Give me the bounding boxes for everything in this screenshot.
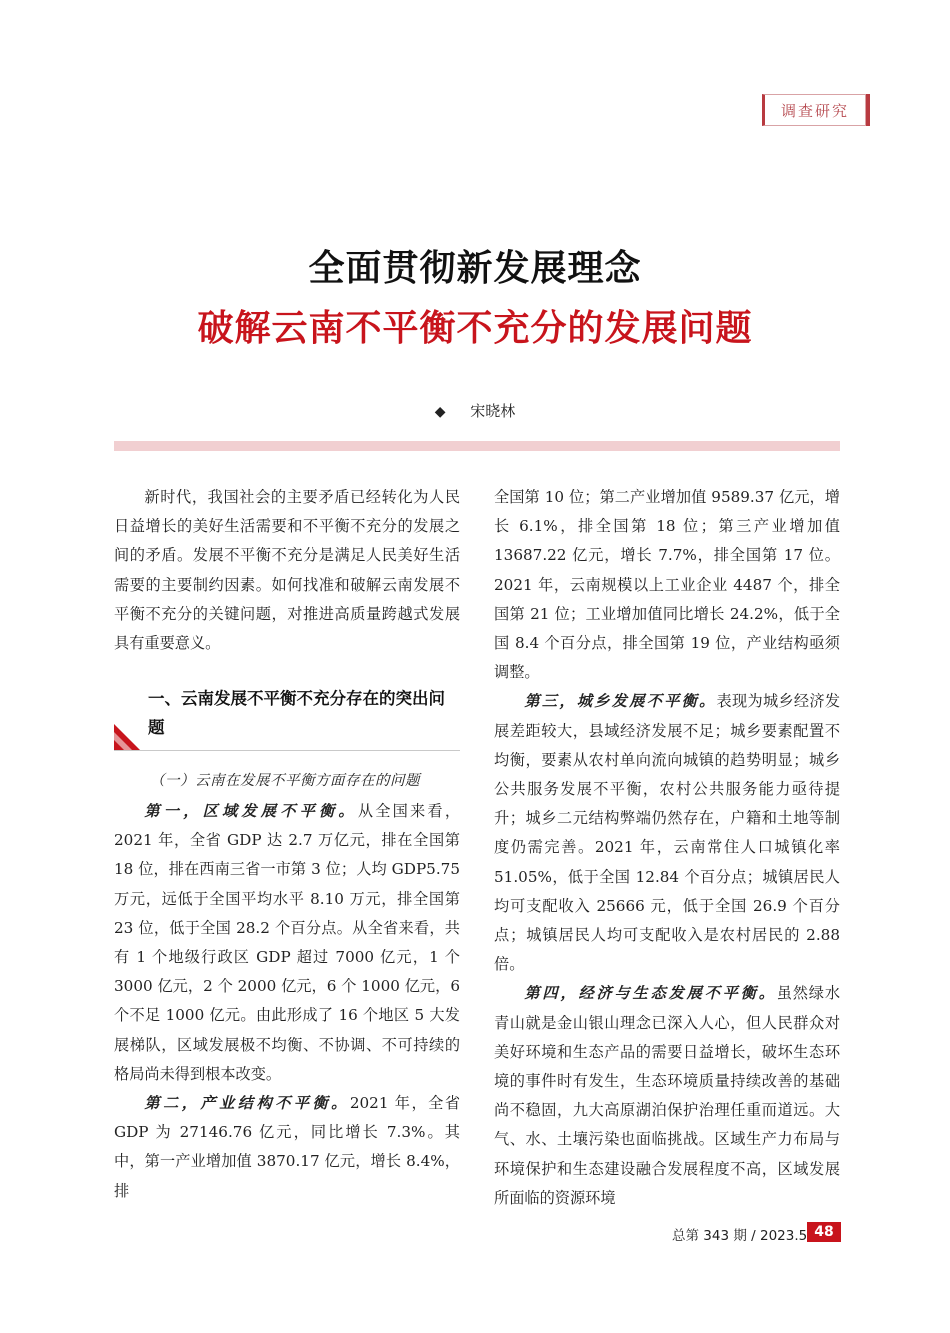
paragraph-regional: [114, 797, 460, 1089]
paragraph-ecology: [494, 979, 840, 1213]
author-name: 宋晓林: [470, 402, 516, 420]
byline: [0, 400, 950, 421]
section-tag-label: 调查研究: [780, 101, 849, 120]
corner-triangle-icon: [114, 724, 140, 750]
left-column-body: [114, 797, 460, 1206]
paragraph-lead: 第三，城乡发展不平衡。: [524, 692, 717, 711]
section-tag-bar: [866, 94, 870, 126]
article-title-line2: 破解云南不平衡不充分的发展问题: [197, 308, 753, 349]
right-column: [494, 483, 840, 1213]
section-heading-text: 一、云南发展不平衡不充分存在的突出问题: [148, 689, 445, 737]
issue-info: 总第 343 期 / 2023.5: [672, 1228, 808, 1244]
paragraph-industry: [114, 1089, 460, 1206]
paragraph-body: 从全国来看，2021 年，全省 GDP 达 2.7 万亿元，排在全国第 18 位，排在西南三省一市第 3 位；人均 GDP5.75 万元，远低于全国平均水平 8.10 万元，排全国第 23 位，低于全国 28.2 个百分点。从全省来看，共有 1 个地级行政区 GDP 超过 7000 亿元，1 个 3000 亿元，2 个 2000 亿元，6 个 1000 亿元，6 个不足 1000 亿元。由此形成了 16 个地区 5 大发展梯队，区域发展极不均衡、不协调、不可持续的格局尚未得到根本改变。: [114, 802, 461, 1083]
paragraph-body: 虽然绿水青山就是金山银山理念已深入人心，但人民群众对美好环境和生态产品的需要日益增长，破坏生态环境的事件时有发生，生态环境质量持续改善的基础尚不稳固，九大高原湖泊保护治理任重而道远。大气、水、土壤污染也面临挑战。区域生产力布局与环境保护和生态建设融合发展程度不高，区域发展所面临的资源环境: [494, 984, 841, 1207]
title-divider: [114, 441, 840, 451]
paragraph-body: 表现为城乡经济发展差距较大，县域经济发展不足；城乡要素配置不均衡，要素从农村单向流向城镇的趋势明显；城乡公共服务发展不平衡，农村公共服务能力亟待提升；城乡二元结构弊端仍然存在，户籍和土地等制度仍需完善。2021 年，云南常住人口城镇化率 51.05%，低于全国 12.84 个百分点；城镇居民人均可支配收入 25666 元，低于全国 26.9 个百分点；城镇居民人均可支配收入是农村居民的 2.88 倍。: [494, 692, 841, 974]
section-tag: [762, 94, 866, 126]
paragraph-urban-rural: [494, 687, 840, 979]
paragraph-lead: 第二，产业结构不平衡。: [144, 1094, 350, 1113]
subheading: （一）云南在发展不平衡方面存在的问题: [150, 773, 420, 789]
paragraph-lead: 第一，区域发展不平衡。: [144, 802, 358, 820]
paragraph-lead: 第四，经济与生态发展不平衡。: [524, 984, 777, 1003]
diamond-icon: ◆: [434, 404, 446, 420]
left-column-top: [114, 483, 460, 658]
intro-paragraph: 新时代，我国社会的主要矛盾已经转化为人民日益增长的美好生活需要和不平衡不充分的发展之间的矛盾。发展不平衡不充分是满足人民美好生活需要的主要制约因素。如何找准和破解云南发展不平衡不充分的关键问题，对推进高质量跨越式发展具有重要意义。: [114, 488, 460, 653]
page-number: 48: [807, 1222, 841, 1242]
paragraph-body: 2021 年，全省 GDP 为 27146.76 亿元，同比增长 7.3%。其中，第一产业增加值 3870.17 亿元，增长 8.4%，排: [114, 1094, 461, 1200]
article-title-line1: 全面贯彻新发展理念: [308, 248, 642, 289]
section-heading: [114, 684, 460, 751]
paragraph-industry-cont: 全国第 10 位；第二产业增加值 9589.37 亿元，增长 6.1%，排全国第 18 位；第三产业增加值 13687.22 亿元，增长 7.7%，排全国第 17 位。2021 年，云南规模以上工业企业 4487 个，排全国第 21 位；工业增加值同比增长 24.2%，低于全国 8.4 个百分点，排全国第 19 位，产业结构亟须调整。: [494, 488, 840, 682]
